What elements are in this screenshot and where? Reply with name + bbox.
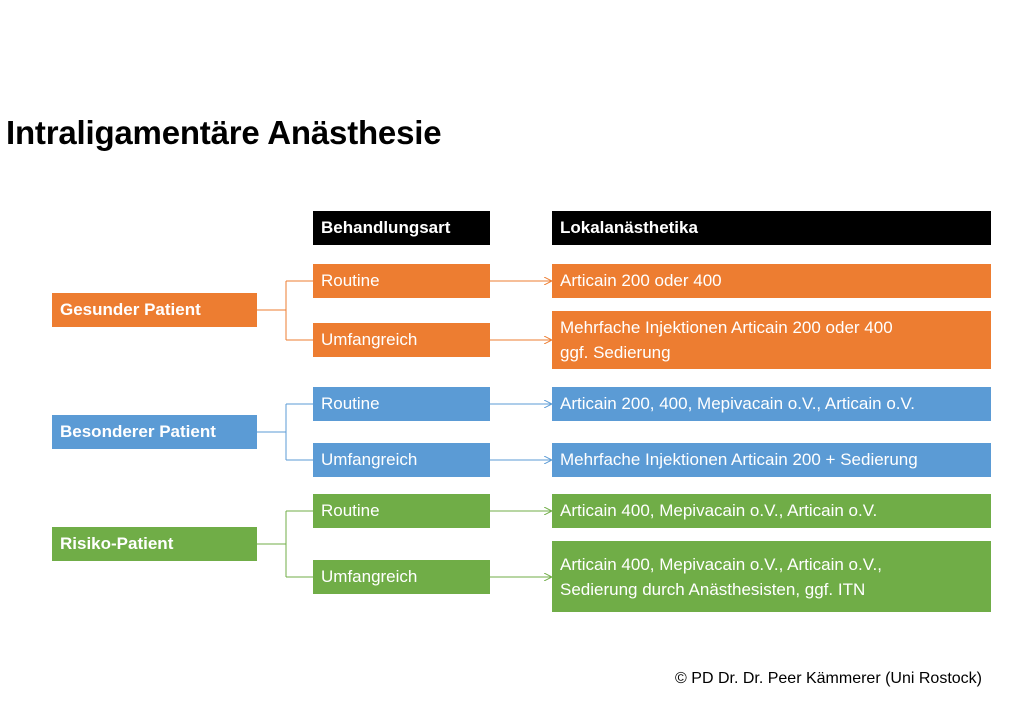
anesthetic-gesund-umfang: Mehrfache Injektionen Articain 200 oder 400 ggf. Sedierung <box>552 311 991 369</box>
anesthetic-risiko-umfang: Articain 400, Mepivacain o.V., Articain o.V., Sedierung durch Anästhesisten, ggf. ITN <box>552 541 991 612</box>
connector-besonderer <box>257 404 313 460</box>
treatment-risiko-routine: Routine <box>313 494 490 528</box>
treatment-risiko-umfang: Umfangreich <box>313 560 490 594</box>
anesthetic-risiko-routine: Articain 400, Mepivacain o.V., Articain o.V. <box>552 494 991 528</box>
slide-title: Intraligamentäre Anästhesie <box>6 114 442 151</box>
header-treatment: Behandlungsart <box>313 211 490 245</box>
patient-gesund: Gesunder Patient <box>52 293 257 327</box>
connector-gesund <box>257 281 313 340</box>
copyright-notice: © PD Dr. Dr. Peer Kämmerer (Uni Rostock) <box>675 670 982 687</box>
connector-risiko <box>257 511 313 577</box>
treatment-gesund-umfang: Umfangreich <box>313 323 490 357</box>
treatment-gesund-routine: Routine <box>313 264 490 298</box>
patient-besonderer: Besonderer Patient <box>52 415 257 449</box>
treatment-besonderer-umfang: Umfangreich <box>313 443 490 477</box>
anesthetic-besonderer-umfang: Mehrfache Injektionen Articain 200 + Sedierung <box>552 443 991 477</box>
anesthetic-besonderer-routine: Articain 200, 400, Mepivacain o.V., Articain o.V. <box>552 387 991 421</box>
header-anesthetics: Lokalanästhetika <box>552 211 991 245</box>
patient-risiko: Risiko-Patient <box>52 527 257 561</box>
treatment-besonderer-routine: Routine <box>313 387 490 421</box>
anesthetic-gesund-routine: Articain 200 oder 400 <box>552 264 991 298</box>
